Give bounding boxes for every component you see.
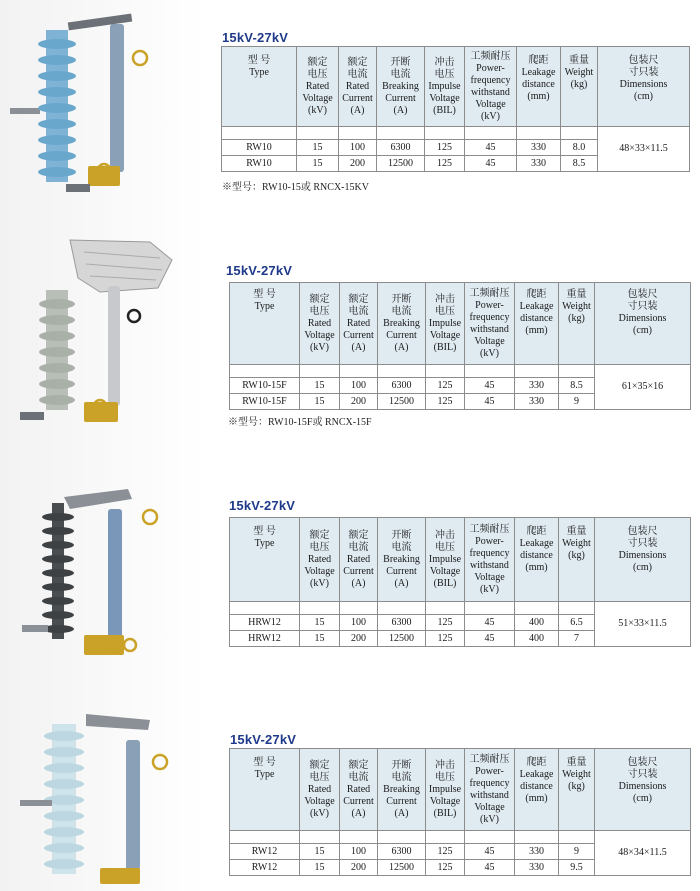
dimensions-cell: 48×33×11.5	[598, 127, 690, 172]
header-voltage: 额定 电压 Rated Voltage (kV)	[300, 283, 340, 365]
model-note: ※型号：RW10-15F或 RNCX-15F	[228, 417, 372, 428]
top-bracket-shape	[86, 714, 150, 730]
pull-ring-shape	[128, 310, 140, 322]
header-dimensions: 包装尺 寸只装 Dimensions (cm)	[595, 749, 691, 831]
header-weight: 重量 Weight (kg)	[559, 518, 595, 602]
table-row: RW10-15F 15 100 6300 125 45 330 8.5	[230, 378, 691, 394]
header-impulse: 冲击 电压 Impulse Voltage (BIL)	[426, 749, 465, 831]
dimensions-cell: 61×35×16	[595, 365, 691, 410]
table-row: RW10 15 200 12500 125 45 330 8.5	[222, 156, 690, 172]
terminal-shape	[66, 184, 90, 192]
fuse-tube-shape	[110, 24, 124, 172]
dimensions-cell: 51×33×11.5	[595, 602, 691, 647]
table-row: RW12 15 100 6300 125 45 330 9	[230, 844, 691, 860]
header-breaking: 开断 电流 Breaking Current (A)	[378, 283, 426, 365]
header-type: 型 号 Type	[230, 283, 300, 365]
table-row: RW10-15F 15 200 12500 125 45 330 9	[230, 394, 691, 410]
header-power-frequency: 工频耐压 Power- frequency withstand Voltage (kV)	[465, 749, 515, 831]
header-type: 型 号 Type	[230, 749, 300, 831]
section-title: 15kV-27kV	[230, 732, 297, 747]
mount-bracket-shape	[20, 800, 52, 806]
header-voltage: 额定 电压 Rated Voltage (kV)	[297, 47, 339, 127]
dimensions-cell: 48×34×11.5	[595, 831, 691, 876]
header-leakage: 爬距 Leakage distance (mm)	[517, 47, 561, 127]
section-title: 15kV-27kV	[226, 263, 293, 278]
header-type: 型 号 Type	[230, 518, 300, 602]
pull-ring-shape	[143, 510, 157, 524]
mount-bracket-shape	[22, 625, 48, 632]
fuse-tube-shape	[108, 509, 122, 637]
header-leakage: 爬距 Leakage distance (mm)	[515, 283, 559, 365]
spec-table	[229, 282, 691, 410]
bottom-contact-shape	[84, 635, 124, 655]
section-title: 15kV-27kV	[229, 498, 296, 513]
spec-section-1	[0, 0, 700, 215]
spec-table	[229, 517, 691, 647]
header-power-frequency: 工频耐压 Power- frequency withstand Voltage (kV)	[465, 518, 515, 602]
header-impulse: 冲击 电压 Impulse Voltage (BIL)	[425, 47, 465, 127]
table-row: RW10 15 100 6300 125 45 330 8.0	[222, 140, 690, 156]
mount-bracket-shape	[10, 108, 40, 114]
header-current: 额定 电流 Rated Current (A)	[340, 283, 378, 365]
header-leakage: 爬距 Leakage distance (mm)	[515, 518, 559, 602]
header-voltage: 额定 电压 Rated Voltage (kV)	[300, 749, 340, 831]
insulator-shape	[39, 290, 75, 410]
table-row: HRW12 15 100 6300 125 45 400 6.5	[230, 615, 691, 631]
header-dimensions: 包装尺 寸只装 Dimensions (cm)	[595, 283, 691, 365]
top-bracket-shape	[64, 489, 132, 509]
header-current: 额定 电流 Rated Current (A)	[339, 47, 377, 127]
spec-table	[221, 46, 690, 172]
bottom-contact-shape	[100, 868, 140, 884]
fuse-tube-shape	[126, 740, 140, 870]
fuse-tube-shape	[108, 286, 120, 406]
product-photo-2	[0, 230, 200, 445]
product-photo-3	[0, 475, 200, 675]
header-weight: 重量 Weight (kg)	[561, 47, 598, 127]
header-power-frequency: 工频耐压 Power- frequency withstand Voltage (kV)	[465, 283, 515, 365]
table-row: HRW12 15 200 12500 125 45 400 7	[230, 631, 691, 647]
header-breaking: 开断 电流 Breaking Current (A)	[377, 47, 425, 127]
insulator-shape	[44, 724, 84, 874]
header-weight: 重量 Weight (kg)	[559, 749, 595, 831]
model-note: ※型号：RW10-15或 RNCX-15KV	[222, 182, 369, 193]
header-type: 型 号 Type	[222, 47, 297, 127]
header-impulse: 冲击 电压 Impulse Voltage (BIL)	[426, 283, 465, 365]
header-power-frequency: 工频耐压 Power- frequency withstand Voltage (kV)	[465, 47, 517, 127]
product-photo-4	[0, 700, 200, 891]
header-current: 额定 电流 Rated Current (A)	[340, 749, 378, 831]
insulator-shape	[38, 30, 76, 182]
section-title: 15kV-27kV	[222, 30, 289, 45]
spec-section-3	[0, 460, 700, 675]
table-row: RW12 15 200 12500 125 45 330 9.5	[230, 860, 691, 876]
spec-section-2	[0, 225, 700, 445]
pull-ring-shape	[133, 51, 147, 65]
header-impulse: 冲击 电压 Impulse Voltage (BIL)	[426, 518, 465, 602]
header-current: 额定 电流 Rated Current (A)	[340, 518, 378, 602]
arc-chute-shape	[70, 240, 172, 292]
insulator-shape	[42, 503, 74, 639]
header-breaking: 开断 电流 Breaking Current (A)	[378, 749, 426, 831]
header-weight: 重量 Weight (kg)	[559, 283, 595, 365]
header-breaking: 开断 电流 Breaking Current (A)	[378, 518, 426, 602]
spec-section-4	[0, 690, 700, 891]
header-leakage: 爬距 Leakage distance (mm)	[515, 749, 559, 831]
header-dimensions: 包装尺 寸只装 Dimensions (cm)	[595, 518, 691, 602]
spec-table	[229, 748, 691, 876]
product-photo-1	[0, 8, 200, 213]
bottom-ring-shape	[124, 639, 136, 651]
terminal-shape	[20, 412, 44, 420]
header-voltage: 额定 电压 Rated Voltage (kV)	[300, 518, 340, 602]
pull-ring-shape	[153, 755, 167, 769]
header-dimensions: 包装尺 寸只装 Dimensions (cm)	[598, 47, 690, 127]
